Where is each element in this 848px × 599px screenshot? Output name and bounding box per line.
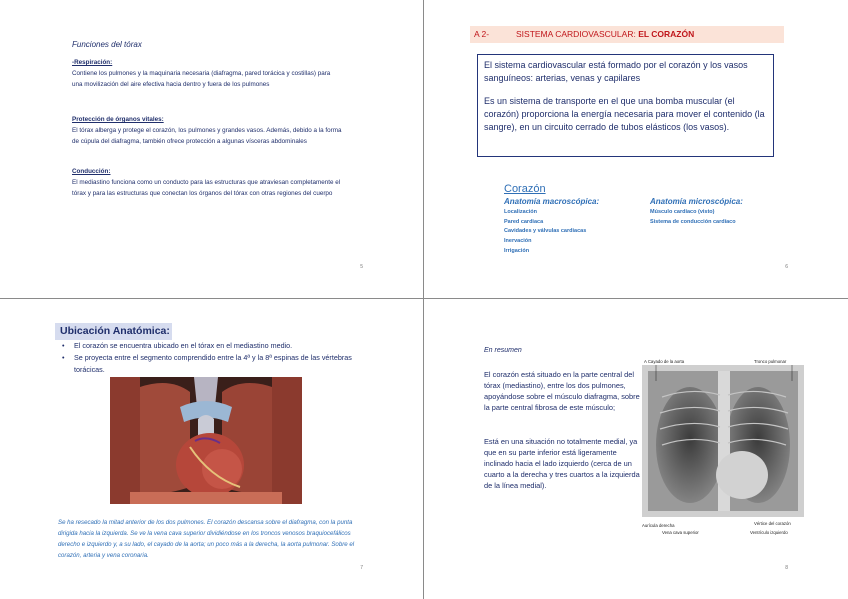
- summary-paragraph: Está en una situación no totalmente medial, ya que en su parte inferior está ligeramente inclinado hacia el lado izquierdo (cerca de un cuarto a la derecha y tres cuartos a la izquierda de la línea medial).: [484, 437, 640, 491]
- macro-column: [504, 197, 599, 257]
- list-item: Cavidades y válvulas cardiacas: [504, 228, 587, 235]
- chest-xray-image: [642, 357, 804, 537]
- bullet-list: [62, 340, 372, 376]
- slide-code: A 2-: [474, 29, 490, 39]
- slide-ubicacion-anatomica: [0, 299, 424, 599]
- slide-header-box: [55, 323, 172, 340]
- definition-box: [477, 54, 774, 157]
- title-bold: EL CORAZÓN: [638, 29, 695, 39]
- section-heading: Conducción:: [72, 168, 111, 175]
- column-title: Anatomía macroscópica:: [504, 197, 600, 206]
- section-body: El tórax alberga y protege el corazón, los pulmones y grandes vasos. Además, debido a la forma de cúpula del diafragma, también ofrece protección a algunas vísceras abdominales: [72, 126, 342, 145]
- page-number: 8: [785, 565, 788, 571]
- slide-title: En resumen: [484, 347, 522, 354]
- list-item: Pared cardiaca: [504, 218, 544, 225]
- page-number: 7: [360, 565, 363, 571]
- list-item: Músculo cardíaco (visto): [650, 209, 715, 215]
- section-body: El mediastino funciona como un conducto para las estructuras que atraviesan completamente el tórax y para las estructuras que conectan los órganos del tórax con otras regiones del cuerpo: [72, 178, 341, 197]
- title-plain: SISTEMA CARDIOVASCULAR:: [516, 29, 639, 39]
- section-body: Contiene los pulmones y la maquinaria necesaria (diafragma, pared torácica y costillas) para una movilización del aire efectiva hacia dentro y fuera de los pulmones: [72, 69, 331, 88]
- xray-label-aorta: A Cayado de la aorta: [644, 359, 685, 364]
- list-item: Localización: [504, 209, 538, 215]
- bullet-item: • El corazón se encuentra ubicado en el tórax en el mediastino medio.: [62, 340, 372, 352]
- section-conduccion: [72, 167, 342, 199]
- xray-label-auricula: Aurícula derecha: [642, 523, 675, 528]
- xray-label-vena-cava: Vena cava superior: [662, 530, 699, 535]
- photo-caption: Se ha resecado la mitad anterior de los dos pulmones. El corazón descansa sobre el diafragma, con la punta dirigida hacia la izquierda. Se ve la vena cava superior dividiéndose en los troncos venosos braquiocefálicos derecho e izquierdo y, a su lado, el cayado de la aorta; un poco más a la derecha, la aorta pulmonar. Sobre el corazón, arteria y vena coronaria.: [58, 519, 355, 559]
- bullet-item: • Se proyecta entre el segmento comprendido entre la 4ª y la 8ª espinas de las vértebras torácicas.: [62, 352, 372, 376]
- heart-dissection-photo: [110, 377, 302, 504]
- slide-title: Ubicación Anatómica:: [60, 325, 170, 337]
- slide-title: [516, 29, 694, 39]
- page-number: 6: [785, 264, 788, 270]
- section-proteccion: [72, 115, 342, 147]
- section-heading: Protección de órganos vitales:: [72, 116, 164, 123]
- micro-column: [650, 197, 743, 227]
- xray-label-tronco: Tronco pulmonar: [754, 359, 787, 364]
- definition-paragraph: El sistema cardiovascular está formado por el corazón y los vasos sanguíneos: arterias, venas y capilares: [484, 60, 748, 84]
- slide-header-bar: [470, 26, 784, 43]
- corazon-heading: Corazón: [504, 183, 546, 195]
- section-respiracion: [72, 58, 342, 90]
- column-title: Anatomía microscópica:: [650, 197, 743, 206]
- summary-paragraph: El corazón está situado en la parte central del tórax (mediastino), entre los dos pulmones, apoyándose sobre el músculo diafragma, sobre la parte central fibrosa de este músculo;: [484, 370, 640, 413]
- page-number: 5: [360, 264, 363, 270]
- list-item: Sistema de conducción cardíaco: [650, 218, 736, 225]
- definition-paragraph: Es un sistema de transporte en el que una bomba muscular (el corazón) proporciona la energía necesaria para mover el contenido (la sangre), en un circuito cerrado de tubos elásticos (los vasos).: [484, 95, 765, 133]
- slide-title: Funciones del tórax: [72, 40, 142, 49]
- slide-en-resumen: [424, 299, 848, 599]
- list-item: Irrigación: [504, 247, 530, 254]
- section-heading: -Respiración:: [72, 59, 113, 66]
- xray-label-ventriculo: Ventrículo izquierdo: [750, 530, 788, 535]
- xray-label-vertice: Vértice del corazón: [754, 521, 791, 526]
- list-item: Inervación: [504, 238, 532, 245]
- slide-funciones-torax: [0, 0, 424, 299]
- slide-sistema-cardiovascular: [424, 0, 848, 299]
